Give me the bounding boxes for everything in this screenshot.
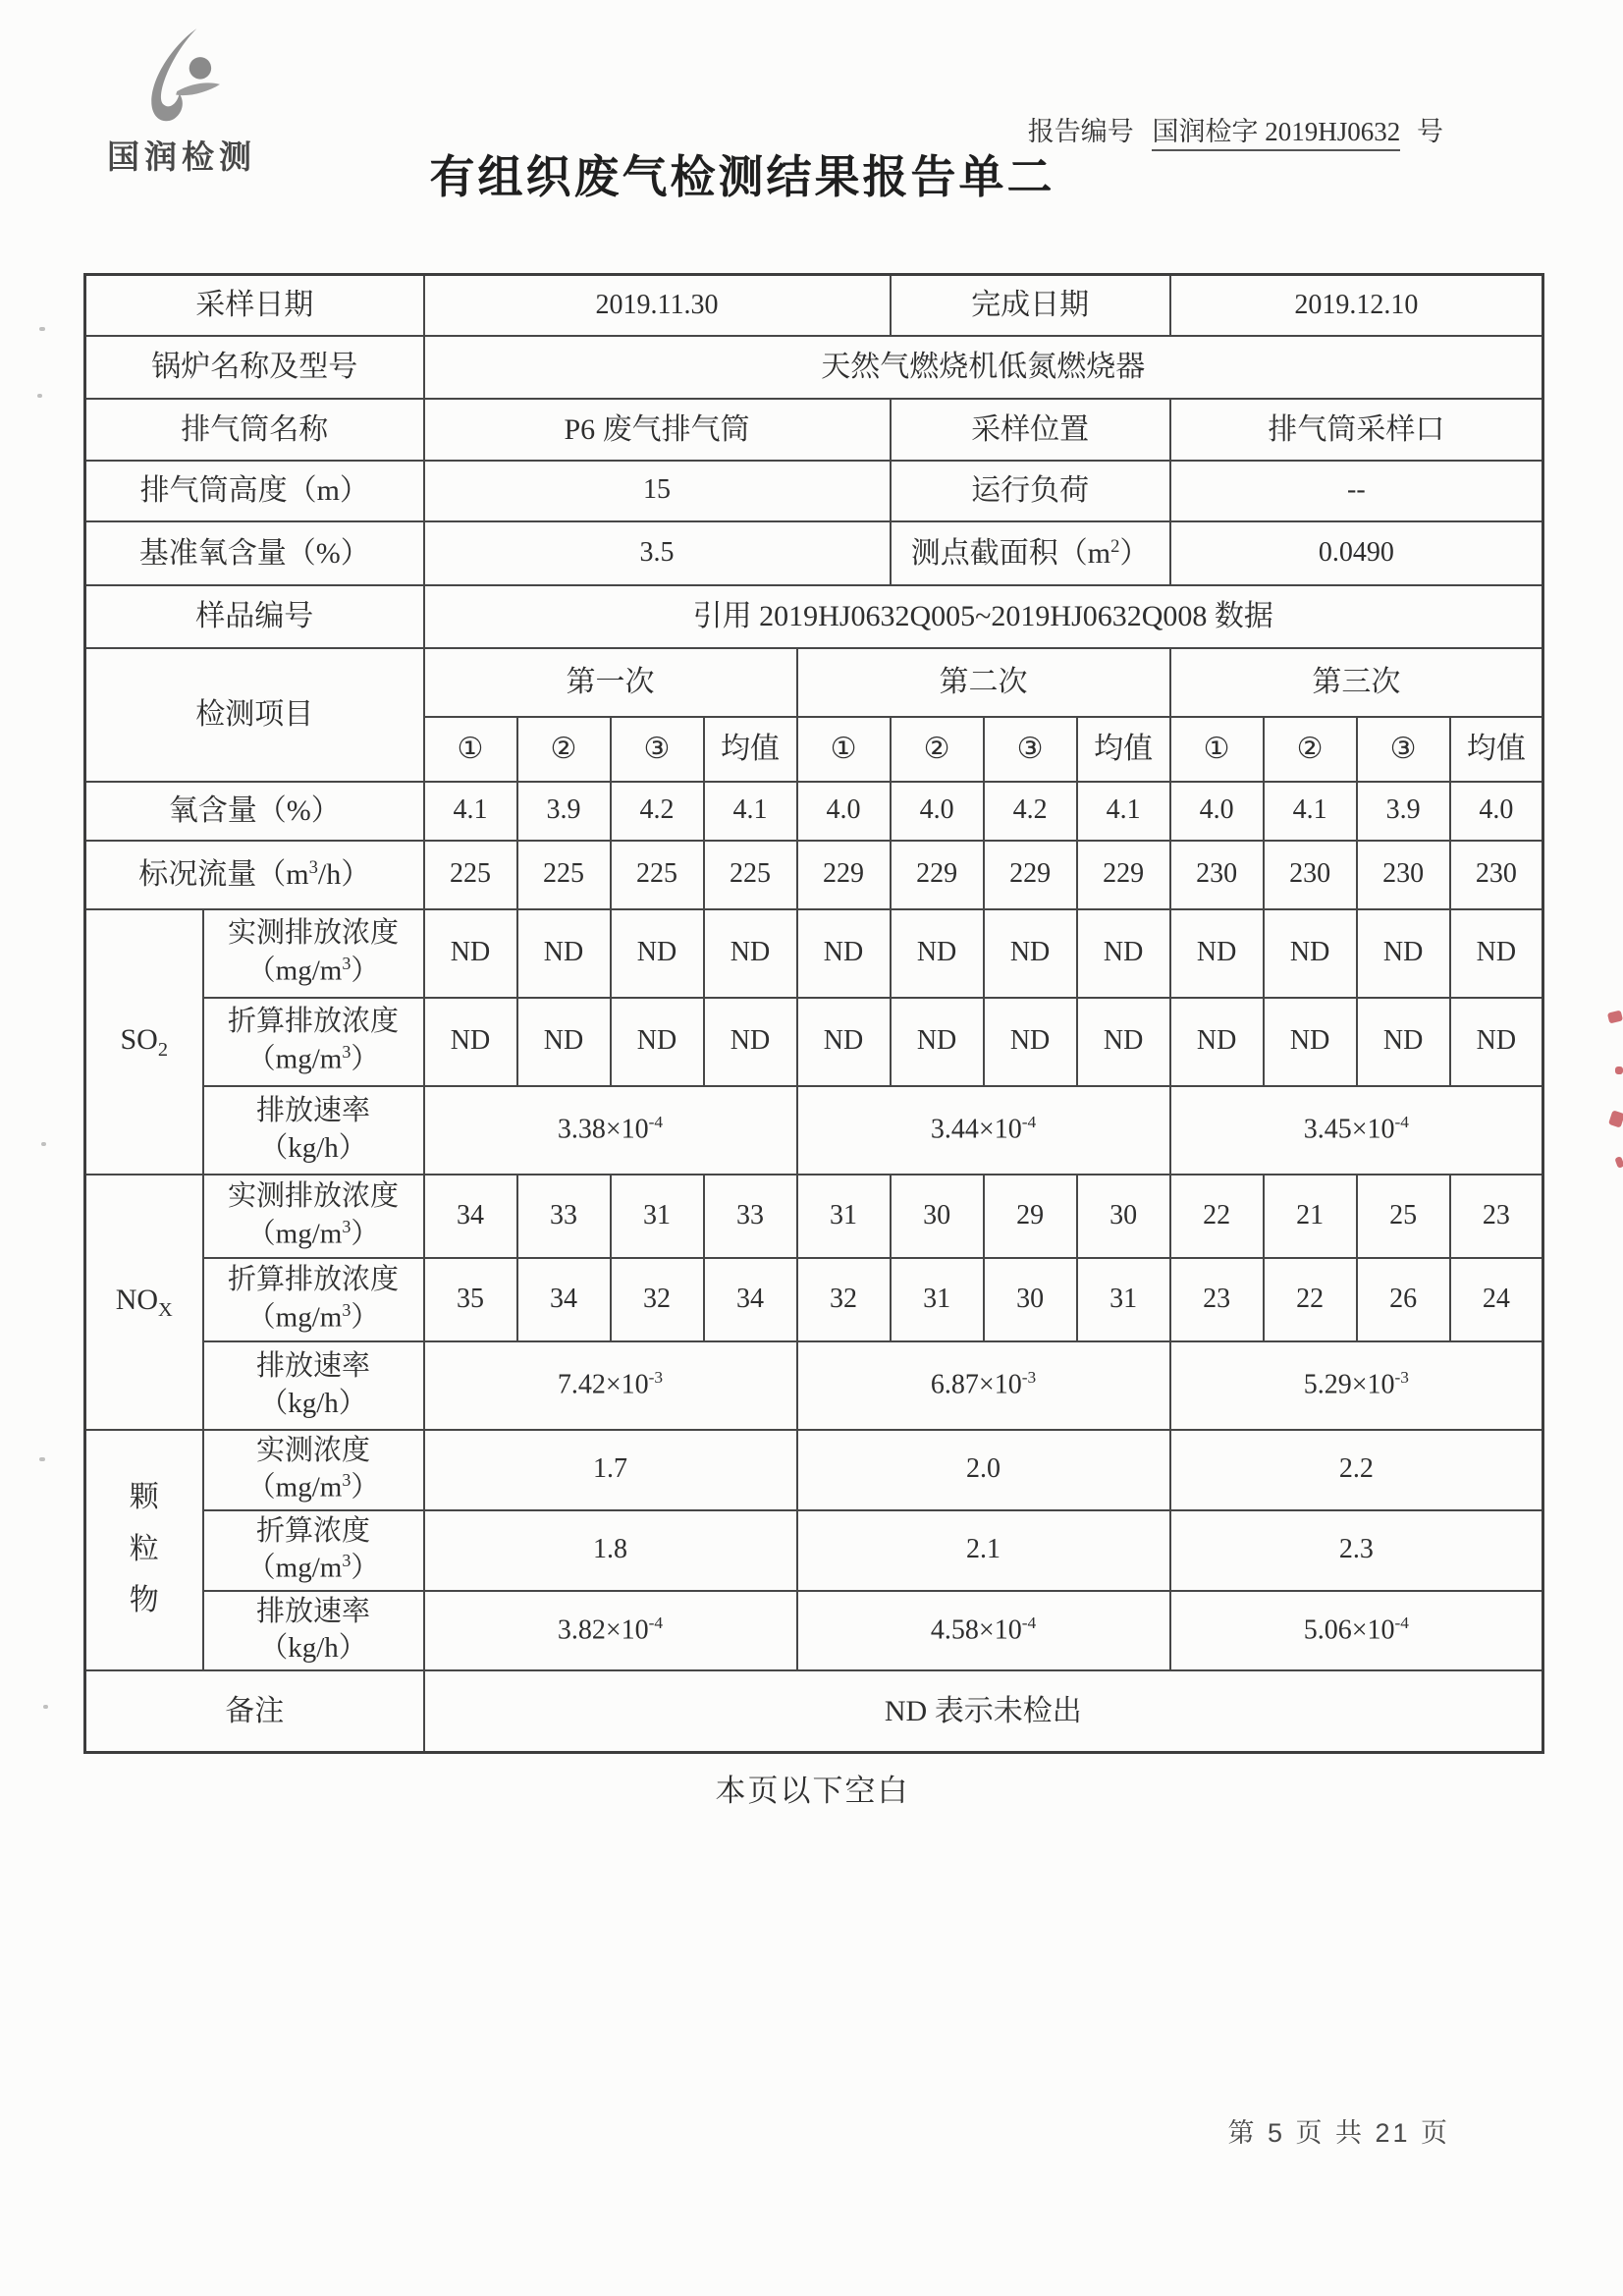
value-cell: 4.1	[704, 782, 797, 841]
value-cell: $4.58\times 10^{-4}$	[797, 1591, 1170, 1670]
value-cell: ND	[1077, 909, 1170, 998]
value-cell: 230	[1264, 841, 1357, 909]
value-cell: ND	[984, 998, 1077, 1086]
boiler-value: 天然气燃烧机低氮燃烧器	[424, 336, 1543, 399]
value-cell: 31	[891, 1258, 984, 1341]
stack-height-label: 排气筒高度（m）	[85, 461, 424, 521]
ref-oxygen-label: 基准氧含量（%）	[85, 521, 424, 585]
row-so2-rate	[85, 1086, 1543, 1175]
sample-no-value: 引用 2019HJ0632Q005~2019HJ0632Q008 数据	[424, 585, 1543, 648]
value-cell: ND	[1264, 909, 1357, 998]
red-pen-mark	[1614, 1156, 1623, 1169]
value-cell: 2.3	[1170, 1510, 1543, 1591]
value-cell: 4.0	[1450, 782, 1543, 841]
value-cell: 3.9	[517, 782, 611, 841]
value-cell: $3.82\times 10^{-4}$	[424, 1591, 797, 1670]
pm-section-label	[85, 1430, 203, 1670]
sample-no-label: 样品编号	[85, 585, 424, 648]
value-cell: 23	[1170, 1258, 1264, 1341]
load-label: 运行负荷	[891, 461, 1170, 521]
value-cell: ND	[984, 909, 1077, 998]
section-area-label: 测点截面积$(m^2)$	[891, 521, 1170, 585]
value-cell: 225	[611, 841, 704, 909]
value-cell: 33	[704, 1175, 797, 1258]
value-cell: 31	[1077, 1258, 1170, 1341]
value-cell: 2.1	[797, 1510, 1170, 1591]
page-number: 第 5 页 共 21 页	[1227, 2118, 1450, 2148]
value-cell: 31	[797, 1175, 891, 1258]
value-cell: 4.0	[1170, 782, 1264, 841]
run3-header: 第三次	[1170, 648, 1543, 717]
value-cell: 35	[424, 1258, 517, 1341]
value-cell: $3.38\times 10^{-4}$	[424, 1086, 797, 1175]
value-cell: 22	[1264, 1258, 1357, 1341]
value-cell: $7.42\times 10^{-3}$	[424, 1341, 797, 1430]
value-cell: 4.1	[1077, 782, 1170, 841]
row-stack-name	[85, 399, 1543, 461]
flow-label: 标况流量$(m^3/h)$	[85, 841, 424, 909]
value-cell: 225	[704, 841, 797, 909]
nox-rate-label: 排放速率（kg/h）	[203, 1341, 424, 1430]
stack-height-value: 15	[424, 461, 891, 521]
value-cell: $3.45\times 10^{-4}$	[1170, 1086, 1543, 1175]
value-cell: 229	[1077, 841, 1170, 909]
value-cell: ND	[424, 909, 517, 998]
value-cell: ND	[611, 998, 704, 1086]
value-cell: 34	[424, 1175, 517, 1258]
value-cell: 1.8	[424, 1510, 797, 1591]
value-cell: $5.06\times 10^{-4}$	[1170, 1591, 1543, 1670]
row-sample-no	[85, 585, 1543, 648]
value-cell: ND	[891, 998, 984, 1086]
value-cell: ND	[611, 909, 704, 998]
subcol-header: ①	[797, 717, 891, 782]
boiler-label: 锅炉名称及型号	[85, 336, 424, 399]
row-sampling-date	[85, 275, 1543, 336]
value-cell: 30	[984, 1258, 1077, 1341]
subcol-header: ②	[1264, 717, 1357, 782]
value-cell: ND	[1357, 909, 1450, 998]
run2-header: 第二次	[797, 648, 1170, 717]
value-cell: 34	[704, 1258, 797, 1341]
value-cell: 3.9	[1357, 782, 1450, 841]
value-cell: 26	[1357, 1258, 1450, 1341]
value-cell: 32	[611, 1258, 704, 1341]
subcol-header: 均值	[1450, 717, 1543, 782]
row-boiler	[85, 336, 1543, 399]
value-cell: 30	[891, 1175, 984, 1258]
value-cell: 4.0	[891, 782, 984, 841]
value-cell: ND	[797, 909, 891, 998]
value-cell: 4.2	[984, 782, 1077, 841]
value-cell: 2.2	[1170, 1430, 1543, 1510]
value-cell: 34	[517, 1258, 611, 1341]
value-cell: 225	[517, 841, 611, 909]
value-cell: 23	[1450, 1175, 1543, 1258]
so2-rate-label: 排放速率（kg/h）	[203, 1086, 424, 1175]
value-cell: 1.7	[424, 1430, 797, 1510]
value-cell: ND	[1170, 998, 1264, 1086]
subcol-header: ①	[1170, 717, 1264, 782]
pm-measured-label: 实测浓度$(mg/m^3)$	[203, 1430, 424, 1510]
logo-text: 国润检测	[107, 140, 256, 176]
value-cell: 2.0	[797, 1430, 1170, 1510]
value-cell: $5.29\times 10^{-3}$	[1170, 1341, 1543, 1430]
row-flow	[85, 841, 1543, 909]
report-number-suffix: 号	[1417, 117, 1443, 146]
value-cell: 31	[611, 1175, 704, 1258]
report-number-label: 报告编号	[1027, 117, 1134, 146]
value-cell: 225	[424, 841, 517, 909]
results-table	[83, 273, 1544, 1754]
row-remark	[85, 1670, 1543, 1753]
row-nox-rate	[85, 1341, 1543, 1430]
subcol-header: ①	[424, 717, 517, 782]
row-ref-oxygen	[85, 521, 1543, 585]
value-cell: $6.87\times 10^{-3}$	[797, 1341, 1170, 1430]
scan-speck	[39, 327, 45, 331]
page-title: 有组织废气检测结果报告单二	[429, 152, 1055, 202]
scan-speck	[37, 394, 42, 398]
nox-section-label: $NO_X$	[85, 1175, 203, 1430]
header-runs-row	[85, 648, 1543, 717]
value-cell: ND	[704, 909, 797, 998]
red-pen-mark	[1615, 1066, 1623, 1074]
pm-rate-label: 排放速率（kg/h）	[203, 1591, 424, 1670]
row-nox-measured	[85, 1175, 1543, 1258]
sampling-date-label: 采样日期	[85, 275, 424, 336]
run1-header: 第一次	[424, 648, 797, 717]
value-cell: 4.1	[1264, 782, 1357, 841]
load-value: --	[1170, 461, 1543, 521]
row-stack-height	[85, 461, 1543, 521]
subcol-header: 均值	[704, 717, 797, 782]
value-cell: 229	[891, 841, 984, 909]
value-cell: 25	[1357, 1175, 1450, 1258]
pm-converted-label: 折算浓度$(mg/m^3)$	[203, 1510, 424, 1591]
value-cell: 30	[1077, 1175, 1170, 1258]
row-so2-converted	[85, 998, 1543, 1086]
value-cell: 4.0	[797, 782, 891, 841]
nox-measured-label: 实测排放浓度$(mg/m^3)$	[203, 1175, 424, 1258]
row-oxygen	[85, 782, 1543, 841]
section-area-value: 0.0490	[1170, 521, 1543, 585]
value-cell: ND	[424, 998, 517, 1086]
sampling-position-value: 排气筒采样口	[1170, 399, 1543, 461]
value-cell: 32	[797, 1258, 891, 1341]
subcol-header: ③	[611, 717, 704, 782]
scan-speck	[39, 1457, 45, 1461]
value-cell: ND	[517, 998, 611, 1086]
value-cell: 4.2	[611, 782, 704, 841]
so2-section-label: $SO_2$	[85, 909, 203, 1175]
row-pm-measured	[85, 1430, 1543, 1510]
value-cell: ND	[1450, 909, 1543, 998]
scan-speck	[43, 1705, 48, 1709]
scan-speck	[41, 1142, 46, 1146]
subcol-header: ②	[517, 717, 611, 782]
logo-mark-icon	[123, 27, 241, 130]
so2-converted-label: 折算排放浓度$(mg/m^3)$	[203, 998, 424, 1086]
value-cell: ND	[1450, 998, 1543, 1086]
remark-label: 备注	[85, 1670, 424, 1753]
completion-date-value: 2019.12.10	[1170, 275, 1543, 336]
item-header: 检测项目	[85, 648, 424, 782]
value-cell: 33	[517, 1175, 611, 1258]
value-cell: 4.1	[424, 782, 517, 841]
pm-section-label-text: 颗粒物	[129, 1481, 159, 1617]
value-cell: 230	[1450, 841, 1543, 909]
row-pm-converted	[85, 1510, 1543, 1591]
row-nox-converted	[85, 1258, 1543, 1341]
stack-name-value: P6 废气排气筒	[424, 399, 891, 461]
value-cell: 22	[1170, 1175, 1264, 1258]
value-cell: 230	[1170, 841, 1264, 909]
ref-oxygen-value: 3.5	[424, 521, 891, 585]
value-cell: 230	[1357, 841, 1450, 909]
subcol-header: ③	[984, 717, 1077, 782]
value-cell: 21	[1264, 1175, 1357, 1258]
value-cell: 229	[797, 841, 891, 909]
remark-value: ND 表示未检出	[424, 1670, 1543, 1753]
red-pen-mark	[1608, 1110, 1623, 1127]
value-cell: ND	[1170, 909, 1264, 998]
value-cell: ND	[517, 909, 611, 998]
subcol-header: ③	[1357, 717, 1450, 782]
row-pm-rate	[85, 1591, 1543, 1670]
so2-measured-label: 实测排放浓度$(mg/m^3)$	[203, 909, 424, 998]
stack-name-label: 排气筒名称	[85, 399, 424, 461]
subcol-header: 均值	[1077, 717, 1170, 782]
value-cell: ND	[797, 998, 891, 1086]
sampling-position-label: 采样位置	[891, 399, 1170, 461]
completion-date-label: 完成日期	[891, 275, 1170, 336]
value-cell: $3.44\times 10^{-4}$	[797, 1086, 1170, 1175]
value-cell: 229	[984, 841, 1077, 909]
value-cell: ND	[704, 998, 797, 1086]
nox-converted-label: 折算排放浓度$(mg/m^3)$	[203, 1258, 424, 1341]
report-number-value: 国润检字 2019HJ0632	[1152, 117, 1400, 151]
subcol-header: ②	[891, 717, 984, 782]
oxygen-label: 氧含量（%）	[85, 782, 424, 841]
sampling-date-value: 2019.11.30	[424, 275, 891, 336]
value-cell: 29	[984, 1175, 1077, 1258]
value-cell: ND	[1357, 998, 1450, 1086]
value-cell: ND	[1077, 998, 1170, 1086]
value-cell: ND	[891, 909, 984, 998]
value-cell: ND	[1264, 998, 1357, 1086]
red-pen-mark	[1607, 1010, 1623, 1023]
row-so2-measured	[85, 909, 1543, 998]
value-cell: 24	[1450, 1258, 1543, 1341]
blank-page-note: 本页以下空白	[715, 1774, 910, 1808]
